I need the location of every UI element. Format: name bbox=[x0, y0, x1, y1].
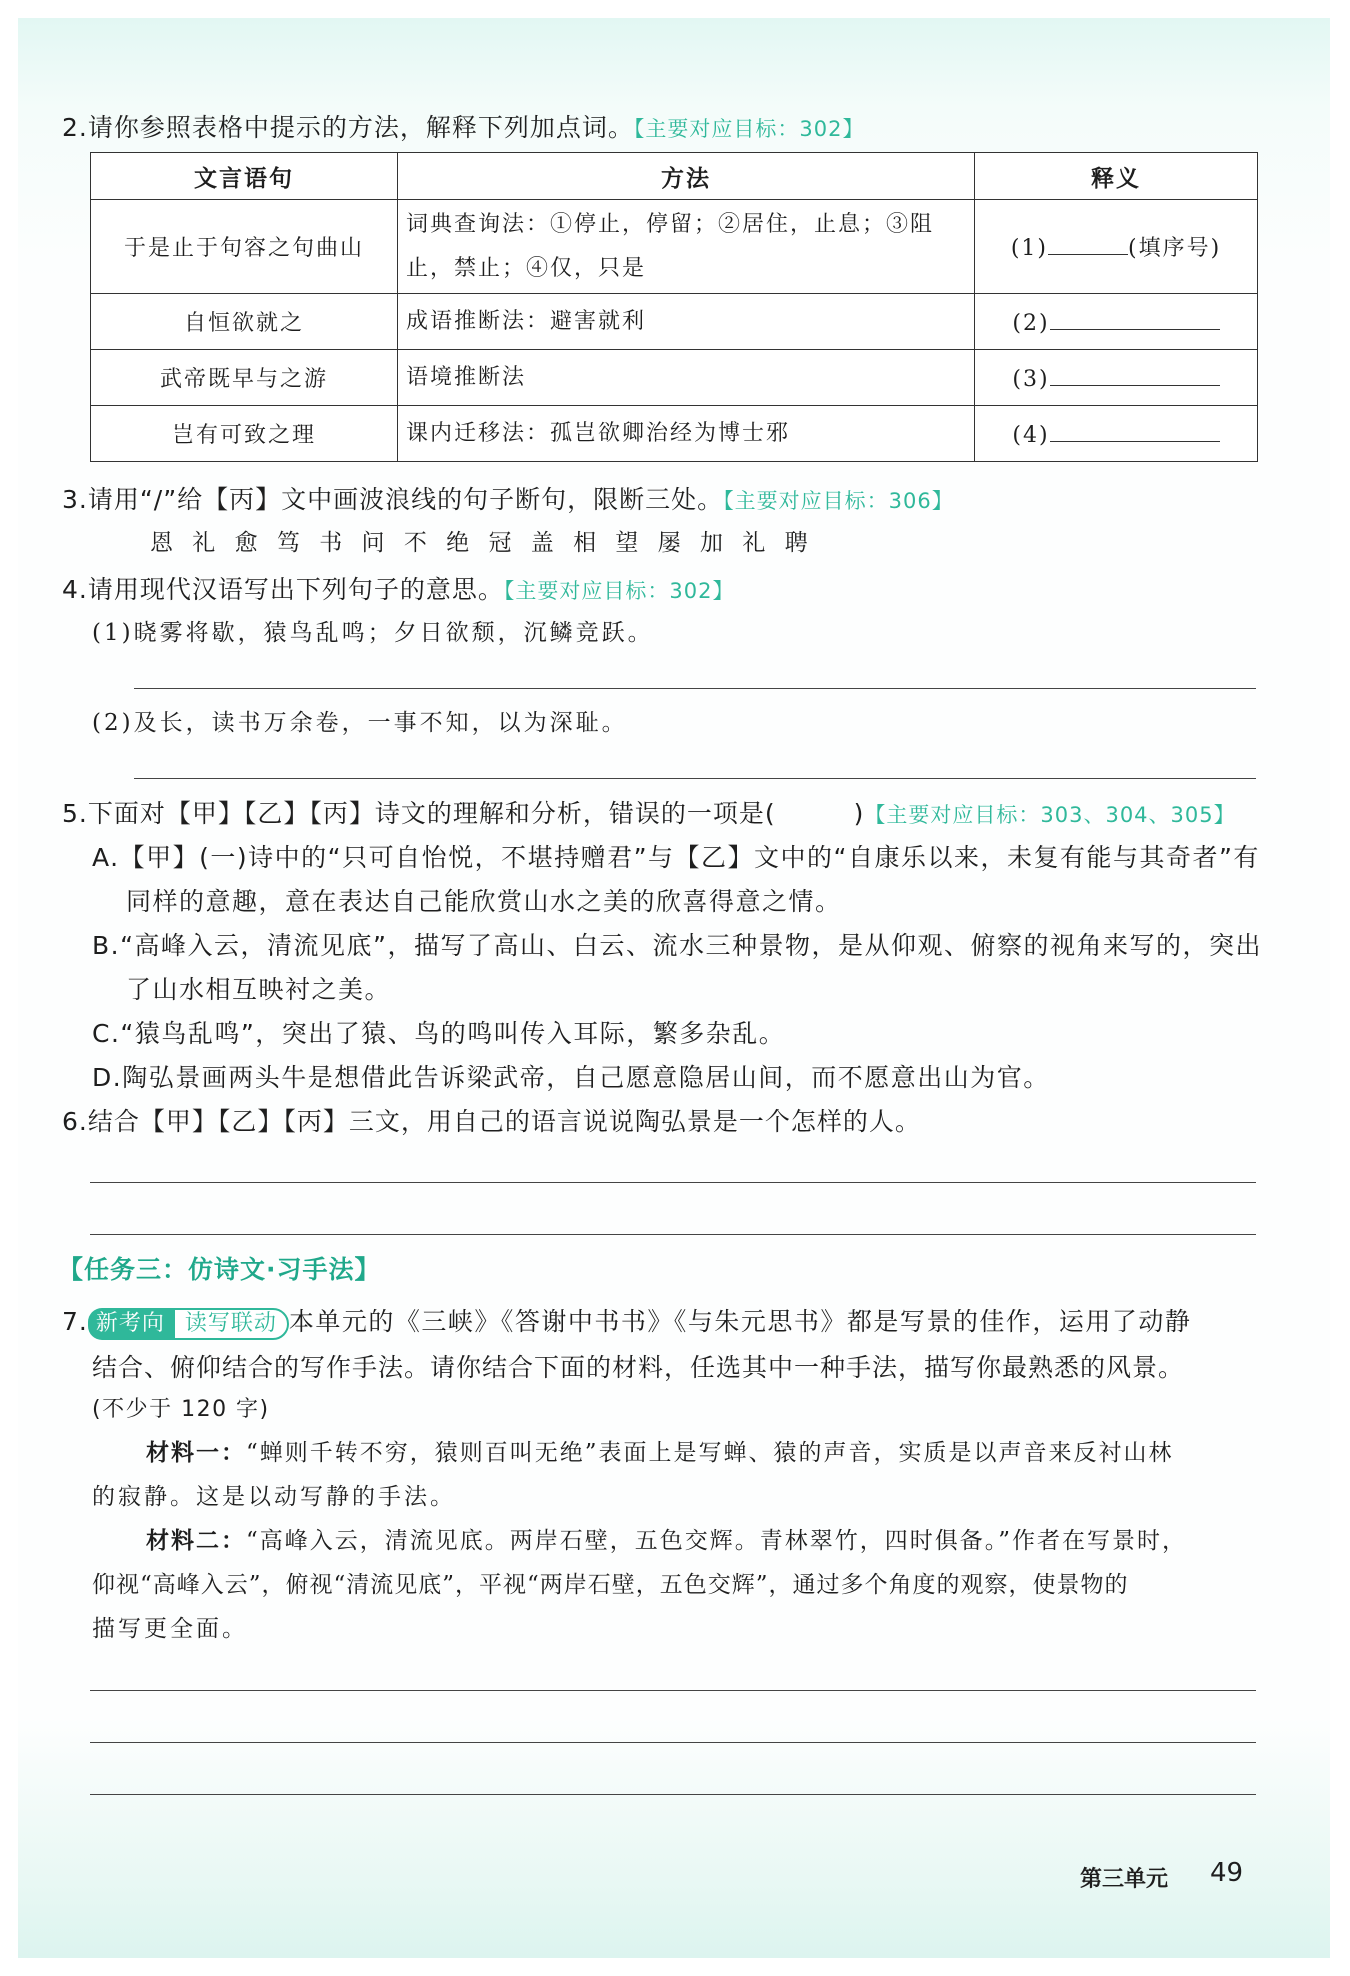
translate-item-2: (2)及长，读书万余卷，一事不知，以为深耻。 bbox=[92, 710, 628, 736]
answer-line[interactable] bbox=[134, 688, 1256, 689]
answer-line[interactable] bbox=[90, 1794, 1256, 1795]
material-1-label: 材料一： bbox=[146, 1440, 246, 1466]
table-cell-method: 课内迁移法：孤岂欲卿治经为博士邪 bbox=[398, 406, 975, 462]
answer-line[interactable] bbox=[90, 1690, 1256, 1691]
material-2-end: 描写更全面。 bbox=[92, 1616, 248, 1642]
punctuation-sentence: 恩 礼 愈 笃 书 问 不 绝 冠 盖 相 望 屡 加 礼 聘 bbox=[150, 530, 814, 556]
answer-number: (3) bbox=[1012, 367, 1050, 392]
table-row bbox=[91, 350, 1258, 406]
question-4-target: 【主要对应目标：302】 bbox=[503, 579, 735, 603]
question-3-target: 【主要对应目标：306】 bbox=[723, 489, 954, 513]
table-row bbox=[91, 200, 1258, 294]
table-cell-answer bbox=[975, 294, 1258, 350]
material-1-continued: 的寂静。这是以动写静的手法。 bbox=[92, 1484, 456, 1510]
material-2-continued: 仰视“高峰入云”，俯视“清流见底”，平视“两岸石壁，五色交辉”，通过多个角度的观察，使景物的 bbox=[92, 1572, 1129, 1598]
table-cell-method: 词典查询法：①停止，停留；②居住，止息；③阻止，禁止；④仅，只是 bbox=[398, 200, 975, 294]
answer-number: (4) bbox=[1012, 423, 1050, 448]
translate-item-1: (1)晓雾将歇，猿鸟乱鸣；夕日欲颓，沉鳞竞跃。 bbox=[92, 620, 654, 646]
question-7-header bbox=[62, 1302, 1191, 1340]
option-a-continued: 同样的意趣，意在表达自己能欣赏山水之美的欣喜得意之情。 bbox=[126, 887, 842, 916]
question-7-line-1: 本单元的《三峡》《答谢中书书》《与朱元思书》都是写景的佳作，运用了动静 bbox=[288, 1307, 1192, 1336]
answer-number: (2) bbox=[1012, 311, 1050, 336]
question-2 bbox=[62, 108, 864, 144]
material-2-label: 材料二： bbox=[146, 1528, 246, 1554]
table-header-meaning: 释义 bbox=[975, 153, 1258, 200]
question-7-line-3: (不少于 120 字) bbox=[92, 1397, 270, 1422]
answer-blank[interactable] bbox=[1048, 232, 1128, 255]
material-1 bbox=[146, 1434, 1174, 1467]
question-3-text: 3.请用“/”给【丙】文中画波浪线的句子断句，限断三处。 bbox=[62, 485, 724, 514]
table-header-row bbox=[91, 153, 1258, 200]
question-5-target: 【主要对应目标：303、304、305】 bbox=[864, 803, 1236, 827]
question-3 bbox=[62, 480, 954, 516]
table-cell-answer bbox=[975, 200, 1258, 294]
question-7-number: 7. bbox=[62, 1307, 88, 1336]
new-direction-tag: 新考向 bbox=[88, 1308, 173, 1340]
answer-number: (1) bbox=[1010, 236, 1048, 261]
answer-line[interactable] bbox=[90, 1742, 1256, 1743]
answer-blank[interactable] bbox=[1050, 363, 1220, 386]
question-5 bbox=[62, 794, 1236, 830]
table-cell-sentence: 自恒欲就之 bbox=[91, 294, 398, 350]
read-write-tag: 读写联动 bbox=[173, 1308, 289, 1340]
table-cell-answer bbox=[975, 350, 1258, 406]
answer-blank[interactable] bbox=[1050, 307, 1220, 330]
option-d[interactable]: D.陶弘景画两头牛是想借此告诉梁武帝，自己愿意隐居山间，而不愿意出山为官。 bbox=[92, 1063, 1050, 1092]
table-row bbox=[91, 406, 1258, 462]
table-row bbox=[91, 294, 1258, 350]
option-b-continued: 了山水相互映衬之美。 bbox=[126, 975, 392, 1004]
question-6: 6.结合【甲】【乙】【丙】三文，用自己的语言说说陶弘景是一个怎样的人。 bbox=[62, 1107, 921, 1136]
option-a[interactable]: A.【甲】(一)诗中的“只可自怡悦，不堪持赠君”与【乙】文中的“自康乐以来，未复有能与其奇者”有 bbox=[92, 843, 1260, 872]
answer-blank[interactable] bbox=[1050, 419, 1220, 442]
option-c[interactable]: C.“猿鸟乱鸣”，突出了猿、鸟的鸣叫传入耳际，繁多杂乱。 bbox=[92, 1019, 786, 1048]
answer-line[interactable] bbox=[90, 1234, 1256, 1235]
table-cell-method: 语境推断法 bbox=[398, 350, 975, 406]
question-2-text: 2.请你参照表格中提示的方法，解释下列加点词。 bbox=[62, 113, 634, 142]
answer-line[interactable] bbox=[90, 1182, 1256, 1183]
question-4-text: 4.请用现代汉语写出下列句子的意思。 bbox=[62, 575, 504, 604]
question-2-target: 【主要对应目标：302】 bbox=[633, 117, 865, 141]
material-2 bbox=[146, 1522, 1187, 1555]
page-number: 49 bbox=[1210, 1858, 1244, 1888]
table-header-sentence: 文言语句 bbox=[91, 153, 398, 200]
section-title: 【任务三：仿诗文·习手法】 bbox=[58, 1255, 381, 1284]
unit-label: 第三单元 bbox=[1080, 1867, 1169, 1892]
answer-line[interactable] bbox=[134, 778, 1256, 779]
material-1-text: “蝉则千转不穷，猿则百叫无绝”表面上是写蝉、猿的声音，实质是以声音来反衬山林 bbox=[246, 1440, 1174, 1466]
option-b[interactable]: B.“高峰入云，清流见底”，描写了高山、白云、流水三种景物，是从仰观、俯察的视角来写的，突出 bbox=[92, 931, 1263, 960]
table-cell-method: 成语推断法：避害就利 bbox=[398, 294, 975, 350]
table-cell-sentence: 于是止于句容之句曲山 bbox=[91, 200, 398, 294]
answer-hint: (填序号) bbox=[1128, 236, 1222, 261]
table-cell-sentence: 岂有可致之理 bbox=[91, 406, 398, 462]
material-2-text: “高峰入云，清流见底。两岸石壁，五色交辉。青林翠竹，四时俱备。”作者在写景时， bbox=[246, 1528, 1188, 1554]
word-table bbox=[90, 152, 1258, 462]
table-cell-sentence: 武帝既早与之游 bbox=[91, 350, 398, 406]
question-5-text: 5.下面对【甲】【乙】【丙】诗文的理解和分析，错误的一项是( ) bbox=[62, 799, 865, 828]
question-7-line-2: 结合、俯仰结合的写作手法。请你结合下面的材料，任选其中一种手法，描写你最熟悉的风景。 bbox=[92, 1353, 1185, 1382]
table-cell-answer bbox=[975, 406, 1258, 462]
table-header-method: 方法 bbox=[398, 153, 975, 200]
question-4 bbox=[62, 570, 734, 606]
